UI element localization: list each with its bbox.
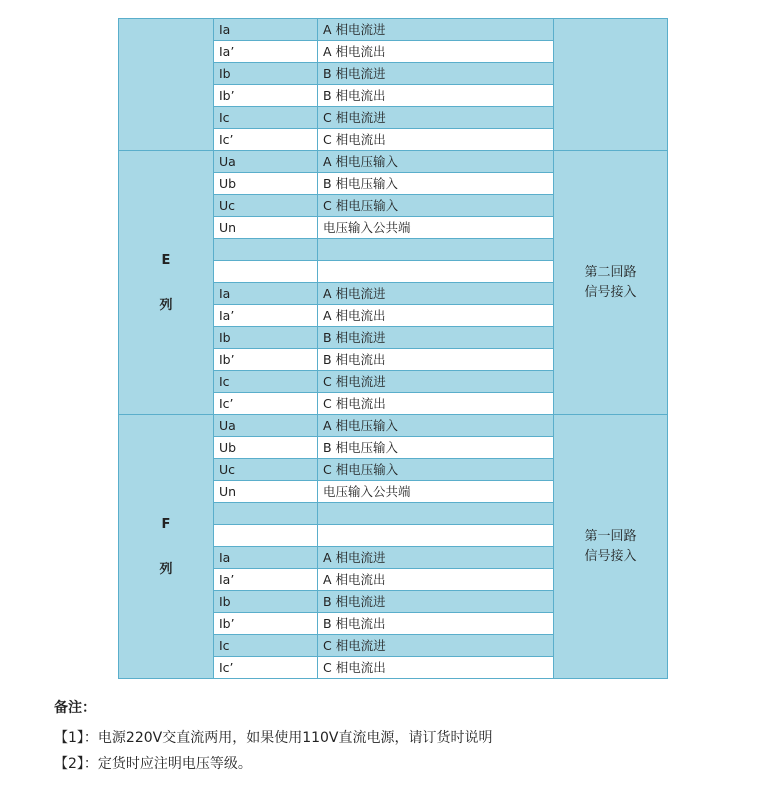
terminal-description: B 相电流进 xyxy=(318,63,554,85)
terminal-description: A 相电流进 xyxy=(318,283,554,305)
terminal-code: Ia’ xyxy=(214,305,318,327)
terminal-description: C 相电流出 xyxy=(318,129,554,151)
terminal-description: B 相电流进 xyxy=(318,327,554,349)
terminal-description: A 相电流出 xyxy=(318,305,554,327)
terminal-description: C 相电压输入 xyxy=(318,195,554,217)
circuit-note-text: 第一回路信号接入 xyxy=(584,528,637,564)
terminal-description: A 相电流出 xyxy=(318,569,554,591)
terminal-description: B 相电流进 xyxy=(318,591,554,613)
terminal-code: Ic xyxy=(214,107,318,129)
terminal-code: Ua xyxy=(214,415,318,437)
column-group-label xyxy=(119,19,214,151)
remark-line-2: 【2】：定货时应注明电压等级。 xyxy=(54,756,252,772)
terminal-code: Ic’ xyxy=(214,393,318,415)
terminal-code: Ib xyxy=(214,591,318,613)
terminal-code: Un xyxy=(214,481,318,503)
terminal-code: Ia xyxy=(214,547,318,569)
terminal-code: Ub xyxy=(214,173,318,195)
terminal-description xyxy=(318,261,554,283)
remarks-title: 备注： xyxy=(54,700,96,716)
terminal-description: C 相电流进 xyxy=(318,371,554,393)
terminal-description: B 相电流出 xyxy=(318,85,554,107)
terminal-description: A 相电流出 xyxy=(318,41,554,63)
circuit-note xyxy=(554,19,668,151)
terminal-description: C 相电压输入 xyxy=(318,459,554,481)
circuit-note-text: 第二回路信号接入 xyxy=(584,264,637,300)
terminal-description: B 相电压输入 xyxy=(318,437,554,459)
terminal-table xyxy=(118,18,668,679)
terminal-code xyxy=(214,261,318,283)
terminal-description xyxy=(318,239,554,261)
terminal-description: 电压输入公共端 xyxy=(318,481,554,503)
remark-line-1: 【1】：电源220V交直流两用，如果使用110V直流电源，请订货时说明 xyxy=(54,730,493,746)
terminal-code: Ic xyxy=(214,371,318,393)
terminal-code: Ia xyxy=(214,283,318,305)
terminal-description: B 相电压输入 xyxy=(318,173,554,195)
terminal-description: B 相电流出 xyxy=(318,613,554,635)
terminal-code: Un xyxy=(214,217,318,239)
terminal-code: Ib xyxy=(214,327,318,349)
terminal-code: Ib’ xyxy=(214,349,318,371)
terminal-code: Uc xyxy=(214,459,318,481)
table-row xyxy=(119,19,668,41)
terminal-description: C 相电流出 xyxy=(318,393,554,415)
terminal-description: A 相电压输入 xyxy=(318,415,554,437)
column-group-label xyxy=(119,415,214,679)
terminal-code: Ib’ xyxy=(214,613,318,635)
terminal-code: Ib xyxy=(214,63,318,85)
terminal-code: Ic’ xyxy=(214,657,318,679)
column-group-suffix: 列 xyxy=(159,561,173,577)
terminal-code: Ub xyxy=(214,437,318,459)
terminal-description: 电压输入公共端 xyxy=(318,217,554,239)
column-group-suffix: 列 xyxy=(159,297,173,313)
terminal-code xyxy=(214,525,318,547)
terminal-code: Uc xyxy=(214,195,318,217)
table-row xyxy=(119,151,668,173)
terminal-code: Ic xyxy=(214,635,318,657)
table-row xyxy=(119,415,668,437)
remarks-section xyxy=(54,697,493,777)
terminal-description: A 相电压输入 xyxy=(318,151,554,173)
terminal-code: Ia xyxy=(214,19,318,41)
terminal-code: Ia’ xyxy=(214,569,318,591)
terminal-description: C 相电流进 xyxy=(318,107,554,129)
terminal-description: B 相电流出 xyxy=(318,349,554,371)
terminal-code: Ua xyxy=(214,151,318,173)
column-group-name: F xyxy=(161,516,171,532)
column-group-label xyxy=(119,151,214,415)
terminal-description: C 相电流出 xyxy=(318,657,554,679)
terminal-description xyxy=(318,503,554,525)
circuit-note xyxy=(554,151,668,415)
terminal-description xyxy=(318,525,554,547)
circuit-note xyxy=(554,415,668,679)
terminal-code: Ib’ xyxy=(214,85,318,107)
terminal-description: A 相电流进 xyxy=(318,19,554,41)
column-group-name: E xyxy=(161,252,171,268)
terminal-code: Ia’ xyxy=(214,41,318,63)
terminal-description: C 相电流进 xyxy=(318,635,554,657)
terminal-code xyxy=(214,503,318,525)
terminal-code: Ic’ xyxy=(214,129,318,151)
terminal-code xyxy=(214,239,318,261)
terminal-description: A 相电流进 xyxy=(318,547,554,569)
